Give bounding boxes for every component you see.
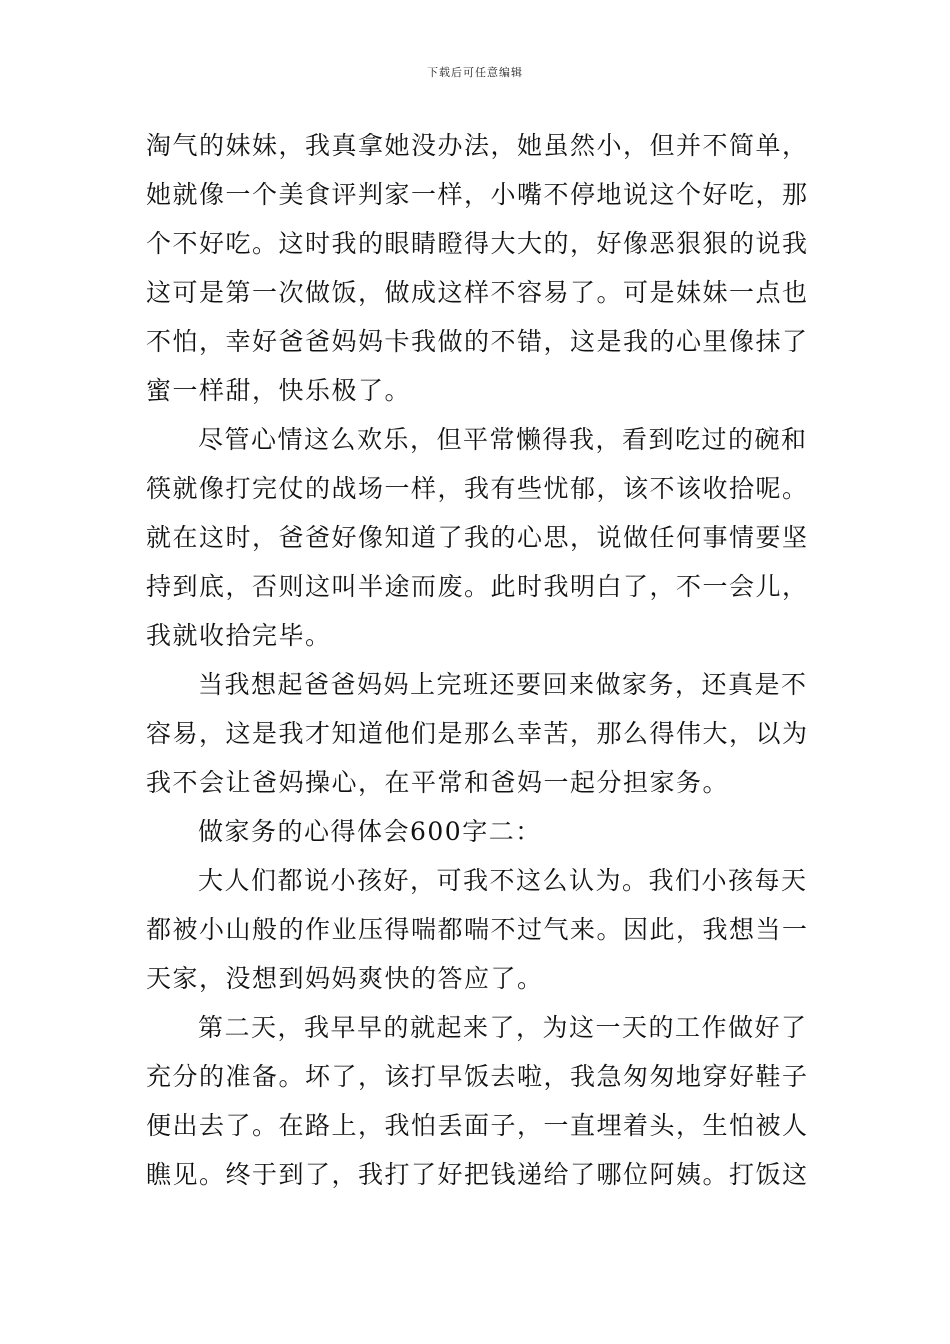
text-line: 不怕，幸好爸爸妈妈卡我做的不错，这是我的心里像抹了 bbox=[146, 327, 809, 356]
text-line: 做家务的心得体会600字二： bbox=[198, 817, 542, 846]
text-line: 个不好吃。这时我的眼睛瞪得大大的，好像恶狠狠的说我 bbox=[146, 229, 809, 258]
text-line: 她就像一个美食评判家一样，小嘴不停地说这个好吃，那 bbox=[146, 180, 809, 209]
text-line: 当我想起爸爸妈妈上完班还要回来做家务，还真是不 bbox=[198, 670, 808, 699]
text-line: 便出去了。在路上，我怕丢面子，一直埋着头，生怕被人 bbox=[146, 1111, 809, 1140]
text-line: 我就收拾完毕。 bbox=[146, 621, 332, 650]
text-line: 容易，这是我才知道他们是那么幸苦，那么得伟大，以为 bbox=[146, 719, 809, 748]
document-body bbox=[146, 121, 810, 1199]
text-line: 大人们都说小孩好，可我不这么认为。我们小孩每天 bbox=[198, 866, 808, 895]
text-line: 我不会让爸妈操心，在平常和爸妈一起分担家务。 bbox=[146, 768, 730, 797]
text-line: 持到底，否则这叫半途而废。此时我明白了，不一会儿， bbox=[146, 572, 809, 601]
text-line: 天家，没想到妈妈爽快的答应了。 bbox=[146, 964, 544, 993]
text-line: 淘气的妹妹，我真拿她没办法，她虽然小，但并不简单， bbox=[146, 131, 809, 160]
text-line: 筷就像打完仗的战场一样，我有些忧郁，该不该收拾呢。 bbox=[146, 474, 809, 503]
text-line: 尽管心情这么欢乐，但平常懒得我，看到吃过的碗和 bbox=[198, 425, 808, 454]
text-line: 瞧见。终于到了，我打了好把钱递给了哪位阿姨。打饭这 bbox=[146, 1160, 809, 1189]
text-line: 都被小山般的作业压得喘都喘不过气来。因此，我想当一 bbox=[146, 915, 809, 944]
text-line: 第二天，我早早的就起来了，为这一天的工作做好了 bbox=[198, 1013, 808, 1042]
text-line: 充分的准备。坏了，该打早饭去啦，我急匆匆地穿好鞋子 bbox=[146, 1062, 809, 1091]
text-line: 蜜一样甜，快乐极了。 bbox=[146, 376, 412, 405]
text-line: 就在这时，爸爸好像知道了我的心思，说做任何事情要坚 bbox=[146, 523, 809, 552]
text-line: 这可是第一次做饭，做成这样不容易了。可是妹妹一点也 bbox=[146, 278, 809, 307]
page-header: 下载后可任意编辑 bbox=[427, 66, 523, 79]
